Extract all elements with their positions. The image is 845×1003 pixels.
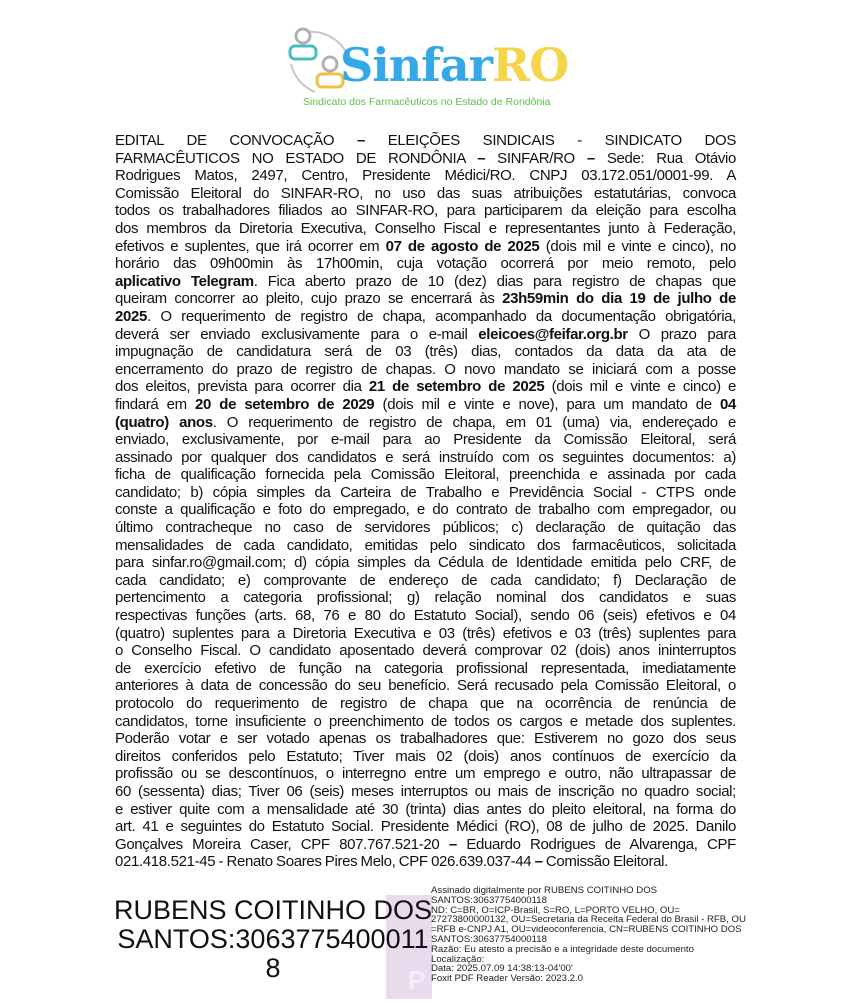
signature-name: [108, 896, 438, 983]
text: pertencimento a categoria profissional; g) relação nominal dos candidatos e suas: [115, 589, 736, 607]
bold-text: –: [534, 853, 543, 871]
text-line: [115, 554, 736, 572]
text: findará em: [115, 395, 196, 413]
text: . O requerimento de registro de chapa, em 01 (uma) via, endereçado e: [212, 413, 736, 431]
text: dos membros da Diretoria Executiva, Conselho Fiscal e representantes junto à Federação,: [115, 219, 736, 237]
text: ELEIÇÕES SINDICAIS - SINDICATO DOS: [364, 132, 737, 149]
text: Gonçalves Moreira Caser, CPF 807.767.521-20: [115, 835, 449, 853]
text-line: [115, 449, 736, 467]
bold-text: 07 de agosto de 2025: [385, 237, 540, 255]
text-line: [115, 132, 736, 150]
text-line: [115, 238, 736, 256]
signature-detail-line: Localização:: [431, 953, 485, 965]
text: enviado, exclusivamente, por e-mail para ao Presidente da Comissão Eleitoral, será: [115, 431, 736, 449]
text-line: [115, 625, 736, 643]
edital-text: [115, 132, 736, 871]
text: queiram concorrer ao pleito, cujo prazo se encerrará às: [115, 290, 503, 308]
text: o Conselho Fiscal. O candidato aposentado deverá comprovar 02 (dois) anos ininterruptos: [115, 642, 736, 660]
bold-text: 21 de setembro de 2025: [368, 378, 545, 396]
bold-text: –: [586, 149, 595, 167]
text: Sede: Rua Otávio: [594, 149, 736, 167]
text: protocolo do requerimento de registro de chapa que na ocorrência de renúncia de: [115, 695, 736, 712]
signature-detail-line: Assinado digitalmente por RUBENS COITINHO DOS: [431, 885, 658, 896]
text: (dois mil e vinte e cinco) e: [544, 378, 737, 396]
text-line: [115, 607, 736, 625]
text-line: [115, 431, 736, 449]
text: efetivos e suplentes, que irá ocorrer em: [115, 237, 386, 255]
sinfar-ro-logo: [285, 24, 570, 114]
bold-text: 20 de setembro de 2029: [195, 395, 375, 413]
text: respectivas funções (arts. 68, 76 e 80 do Estatuto Social), sendo 06 (seis) efetivos e 04: [115, 607, 736, 625]
text-line: [115, 484, 736, 502]
text: horário das 09h00min às 17h00min, cuja votação ocorrerá por meio remoto, pelo: [115, 255, 736, 273]
text: (dois mil e vinte e cinco), no: [539, 237, 736, 255]
text: . O requerimento de registro de chapa, acompanhado da documentação obrigatória,: [146, 307, 736, 325]
text-line: [115, 713, 736, 731]
signature-detail-line: =RFB e-CNPJ A1, OU=videoconferencia, CN=RUBENS COITINHO DOS: [431, 924, 742, 936]
text-line: [115, 783, 736, 801]
signature-detail-line: Razão: Eu atesto a precisão e a integridade deste documento: [431, 943, 694, 955]
text: Rodrigues Matos, 2497, Centro, Presidente Médici/RO. CNPJ 03.172.051/0001-99. A: [115, 167, 736, 185]
bold-text: –: [356, 132, 365, 149]
text-line: [115, 150, 736, 168]
text: Eduardo Rodrigues de Alvarenga, CPF: [456, 835, 736, 853]
text-line: [115, 572, 736, 590]
text: (quatro) suplentes para a Diretoria Executiva e 03 (três) efetivos e 03 (três) suplentes para: [115, 624, 736, 642]
text-line: [115, 220, 736, 238]
text: candidatos, torne insuficiente o preenchimento de todos os cargos e metade dos suplentes.: [115, 712, 736, 730]
text: deverá ser enviado exclusivamente para o e-mail: [115, 325, 479, 343]
text: para sinfar.ro@gmail.com; d) cópia simples da Cédula de Identidade emitida pelo CRF, de: [115, 554, 736, 572]
text: O prazo para: [627, 325, 736, 343]
text-line: [115, 361, 736, 379]
text: todos os trabalhadores filiados ao SINFAR-RO, para participarem da eleição para escolha: [115, 202, 736, 220]
text-line: [115, 589, 736, 607]
text-line: [115, 396, 736, 414]
logo-tagline: Sindicato dos Farmacêuticos no Estado de Rondônia: [303, 96, 551, 108]
bold-text: (quatro) anos: [115, 413, 213, 431]
bold-text: 2025: [115, 307, 147, 325]
signature-detail-line: ND: C=BR, O=ICP-Brasil, S=RO, L=PORTO VELHO, OU=: [431, 904, 680, 916]
text-line: [115, 660, 736, 678]
text: 60 (sessenta) dias; Tiver 06 (seis) meses interruptos ou mais de inscrição no quadro social;: [115, 782, 736, 800]
bold-text: eleicoes@feifar.org.br: [478, 325, 628, 343]
text: ficha de qualificação fornecida pela Comissão Eleitoral, preenchida e assinada por cada: [115, 466, 736, 484]
text-line: [115, 730, 736, 748]
text-line: [115, 466, 736, 484]
text: de exercício efetivo de função na categoria profissional representada, imediatamente: [115, 659, 736, 677]
text-line: [115, 167, 736, 185]
text: (dois mil e vinte e nove), para um mandato de: [374, 395, 721, 413]
text: direitos conferidos pelo Estatuto; Tiver mais 02 (dois) anos contínuos de exercício da: [115, 747, 736, 765]
text: mensalidades de cada candidato, emitidas pelo sindicato dos farmacêuticos, solicitada: [115, 536, 736, 554]
bold-text: –: [477, 149, 486, 167]
bold-text: –: [448, 835, 457, 853]
text-line: [115, 537, 736, 555]
text-line: [115, 290, 736, 308]
text: 021.418.521-45 - Renato Soares Pires Melo, CPF 026.639.037-44: [115, 853, 535, 871]
text-line: [115, 836, 736, 854]
text: último contracheque no caso de servidores públicos; c) declaração de quitação das: [115, 519, 736, 537]
text: cada candidato; e) comprovante de endereço de cada candidato; f) Declaração de: [115, 571, 736, 589]
brand-sinfar: Sinfar: [340, 38, 492, 92]
text: EDITAL DE CONVOCAÇÃO: [115, 132, 357, 149]
text-line: [115, 185, 736, 203]
signature-name-line: 8: [265, 953, 281, 983]
text: Poderão votar e ser votado apenas os trabalhadores que: Estiverem no gozo dos seus: [115, 730, 736, 748]
text-line: [115, 642, 736, 660]
text: Comissão Eleitoral.: [542, 853, 668, 871]
bold-text: aplicativo Telegram: [115, 272, 254, 290]
brand-name: [340, 38, 569, 92]
bold-text: 04: [720, 395, 737, 413]
text: assinado por qualquer dos candidatos e será instruído com os seguintes documentos: a): [115, 448, 736, 466]
text-line: [115, 695, 736, 713]
signature-detail-line: Data: 2025.07.09 14:38:13-04'00': [431, 963, 573, 975]
text-line: [115, 273, 736, 291]
text-line: [115, 748, 736, 766]
text: dos eleitos, prevista para ocorrer dia: [115, 378, 369, 396]
signature-name-line: RUBENS COITINHO DOS: [113, 895, 433, 925]
text: art. 41 e seguintes do Estatuto Social. Presidente Médici (RO), 08 de julho de 2025. Danilo: [115, 818, 736, 836]
text: candidato; b) cópia simples da Carteira de Trabalho e Previdência Social - CTPS onde: [115, 483, 736, 501]
signature-detail-line: SANTOS:30637754000118: [431, 894, 547, 906]
text-line: [115, 818, 736, 836]
text: Comissão Eleitoral do SINFAR-RO, no uso das suas atribuições estatutárias, convoca: [115, 184, 736, 202]
text-line: [115, 677, 736, 695]
signature-detail-line: 27273800000132, OU=Secretaria da Receita Federal do Brasil - RFB, OU: [431, 914, 746, 926]
text: anteriores à data de concessão do seu benefício. Será recusado pela Comissão Eleitoral, o: [115, 677, 736, 695]
text: profissão ou se descontínuos, o interregno entre um emprego e outro, não ultrapassar de: [115, 765, 736, 783]
text: FARMACÊUTICOS NO ESTADO DE RONDÔNIA: [115, 149, 478, 167]
text-line: [115, 378, 736, 396]
text-line: [115, 414, 736, 432]
text-line: [115, 801, 736, 819]
text: conste a qualificação e foto do empregado, e do contrato de trabalho com empregador, ou: [115, 501, 736, 519]
signature-detail-line: Foxit PDF Reader Versão: 2023.2.0: [431, 973, 583, 985]
signature-details: [431, 886, 746, 984]
foxit-watermark-icon: P: [386, 895, 432, 999]
text-line: [115, 343, 736, 361]
text-line: [115, 326, 736, 344]
text: encerramento do prazo de registro de chapas. O novo mandato se iniciará com a posse: [115, 360, 736, 378]
text: e estiver quite com a mensalidade até 30 (trinta) dias antes do pleito eleitoral, na forma do: [115, 800, 736, 818]
brand-ro: RO: [491, 38, 569, 92]
text: impugnação de candidatura será de 03 (três) dias, contados da data da ata de: [115, 343, 736, 361]
text-line: [115, 501, 736, 519]
text-line: [115, 519, 736, 537]
text: . Fica aberto prazo de 10 (dez) dias para registro de chapas que: [253, 272, 736, 290]
text-line: [115, 255, 736, 273]
text: SINFAR/RO: [485, 149, 587, 167]
text-line: [115, 202, 736, 220]
bold-text: 23h59min do dia 19 de julho de: [502, 290, 736, 308]
text-line: [115, 853, 736, 871]
text-line: [115, 765, 736, 783]
text-line: [115, 308, 736, 326]
signature-detail-line: SANTOS:30637754000118: [431, 933, 547, 945]
signature-name-line: SANTOS:3063775400011: [117, 924, 429, 954]
